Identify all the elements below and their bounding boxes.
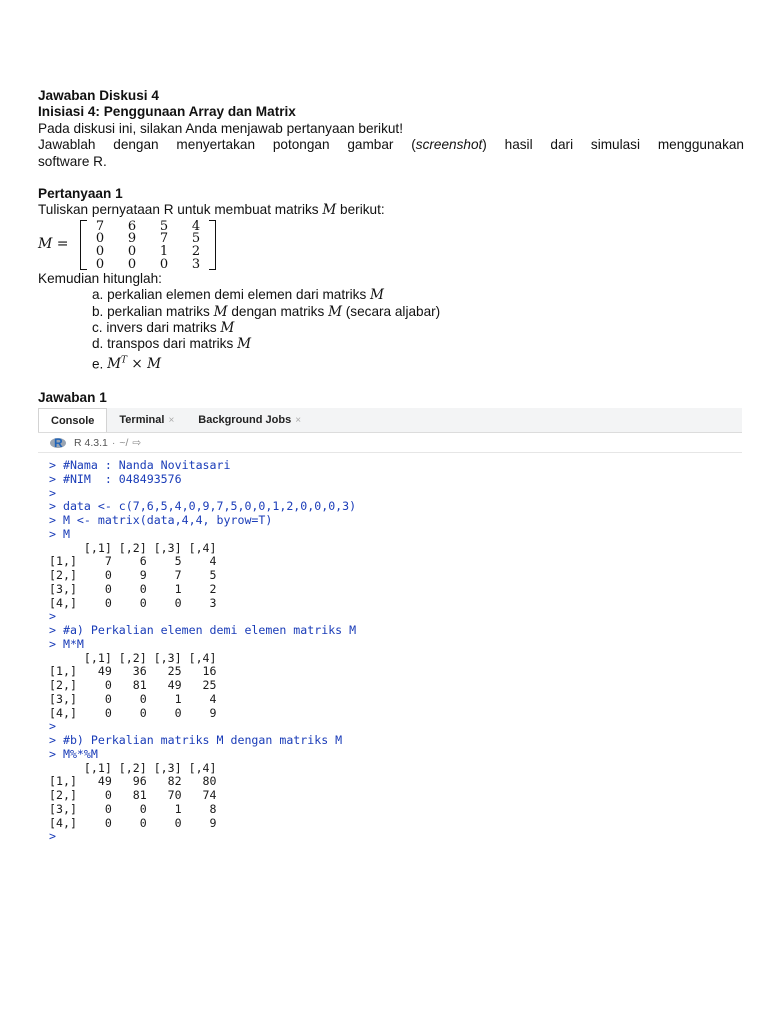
matrix-cell: 2	[191, 244, 201, 260]
console-command-line: > #Nama : Nanda Novitasari	[49, 458, 231, 472]
console-command-line: > M*M	[49, 636, 84, 651]
matrix-cell: 3	[191, 256, 201, 272]
r-version: R 4.3.1	[74, 436, 108, 449]
console-info-bar: R R 4.3.1 · ~/ ⇨	[38, 433, 742, 453]
matrix-m	[38, 219, 744, 271]
intro-line-1: Pada diskusi ini, silakan Anda menjawab pertanyaan berikut!	[38, 120, 403, 136]
console-output-line: [1,] 49 36 25 16	[49, 664, 217, 679]
console-output-line: [,1] [,2] [,3] [,4]	[49, 760, 217, 775]
matrix-cell: 7	[159, 231, 169, 247]
matrix-row	[84, 258, 212, 271]
transpose-product-expression: $M^T \times M$	[107, 355, 162, 373]
question-text: Tuliskan pernyataan R untuk membuat matriks M berikut:	[38, 202, 385, 219]
document-body	[38, 88, 744, 406]
matrix-cell: 0	[127, 256, 137, 272]
task-item-e: e. $M^T \times M$	[92, 355, 162, 373]
console-tab-bar	[38, 408, 742, 433]
matrix-cell: 7	[95, 218, 105, 234]
console-command-line: >	[49, 609, 56, 624]
console-output-line: [4,] 0 0 0 9	[49, 705, 217, 720]
console-command-line: > M%*%M	[49, 746, 98, 761]
console-command-line: >	[49, 829, 56, 844]
answer-heading: Jawaban 1	[38, 389, 107, 405]
task-item-c: c. invers dari matriks M	[92, 320, 235, 337]
console-command-line: > M	[49, 526, 70, 541]
matrix-cell: 5	[159, 218, 169, 234]
document-title: Jawaban Diskusi 4	[38, 88, 159, 103]
console-output-line: [3,] 0 0 1 4	[49, 691, 217, 706]
console-output-line: [3,] 0 0 1 2	[49, 581, 217, 596]
console-command-line: >	[49, 485, 56, 500]
matrix-cell: 0	[95, 244, 105, 260]
console-command-line: > #b) Perkalian matriks M dengan matriks M	[49, 733, 343, 747]
matrix-cell: 0	[159, 256, 169, 272]
tab-background-jobs[interactable]: Background Jobs ×	[198, 414, 302, 426]
matrix-cell: 9	[127, 231, 137, 247]
matrix-cell: 5	[191, 231, 201, 247]
close-icon[interactable]: ×	[168, 414, 175, 426]
then-text: Kemudian hitunglah:	[38, 270, 162, 286]
console-output-line: [1,] 49 96 82 80	[49, 774, 217, 789]
console-output[interactable]	[38, 453, 742, 844]
console-output-line: [3,] 0 0 1 8	[49, 801, 217, 816]
matrix-cell: 4	[191, 218, 201, 234]
matrix-bracket	[80, 219, 216, 271]
matrix-label: M =	[38, 235, 69, 252]
tab-console[interactable]: Console	[38, 408, 107, 432]
intro-line-3: software R.	[38, 153, 107, 169]
go-to-directory-icon[interactable]: ⇨	[132, 436, 142, 449]
task-item-a: a. perkalian elemen demi elemen dari matriks M	[92, 287, 384, 304]
tab-terminal[interactable]: Terminal ×	[119, 414, 175, 426]
matrix-cell: 0	[127, 244, 137, 260]
console-output-line: [2,] 0 9 7 5	[49, 568, 217, 582]
console-output-line: [1,] 7 6 5 4	[49, 554, 217, 569]
task-item-b: b. perkalian matriks M dengan matriks M (secara aljabar)	[92, 303, 441, 320]
console-command-line: > data <- c(7,6,5,4,0,9,7,5,0,0,1,2,0,0,0,3)	[49, 499, 357, 514]
question-heading: Pertanyaan 1	[38, 186, 123, 202]
close-icon[interactable]: ×	[295, 414, 302, 426]
console-output-line: [,1] [,2] [,3] [,4]	[49, 650, 217, 665]
task-item-d: d. transpos dari matriks M	[92, 336, 251, 353]
matrix-cell: 0	[95, 256, 105, 272]
task-list	[38, 287, 744, 373]
console-command-line: >	[49, 719, 56, 734]
console-output-line: [4,] 0 0 0 9	[49, 815, 217, 830]
console-command-line: > M <- matrix(data,4,4, byrow=T)	[49, 513, 273, 527]
matrix-cell: 0	[95, 231, 105, 247]
matrix-cell: 6	[127, 218, 137, 234]
r-logo-icon: R	[50, 437, 68, 449]
document-subtitle: Inisiasi 4: Penggunaan Array dan Matrix	[38, 104, 296, 120]
console-command-line: > #a) Perkalian elemen demi elemen matriks M	[49, 623, 357, 637]
intro-line-2: Jawablah dengan menyertakan potongan gambar (screenshot) hasil dari simulasi menggunakan	[38, 137, 744, 153]
console-output-line: [,1] [,2] [,3] [,4]	[49, 540, 217, 555]
working-directory[interactable]: ~/	[119, 436, 129, 449]
console-output-line: [2,] 0 81 70 74	[49, 788, 217, 802]
console-output-line: [2,] 0 81 49 25	[49, 678, 217, 692]
console-output-line: [4,] 0 0 0 3	[49, 595, 217, 610]
console-command-line: > #NIM : 048493576	[49, 471, 182, 486]
matrix-cell: 1	[159, 244, 169, 260]
r-console-screenshot	[38, 408, 742, 845]
